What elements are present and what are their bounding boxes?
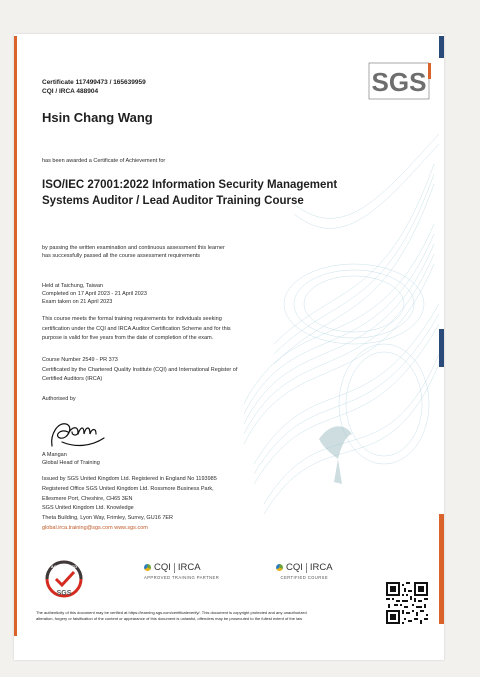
signature <box>48 412 108 450</box>
meets-line-3: purpose is valid for five years from the date of completion of the exam. <box>42 335 214 341</box>
signer-title: Global Head of Training <box>42 460 100 466</box>
signer-name: A Mangan <box>42 452 67 458</box>
passing-line-2: has successfully passed all the course assessment requirements <box>42 253 201 259</box>
issuer-info <box>42 475 217 534</box>
accredited-seal <box>38 559 90 603</box>
meets-line-2: certification under the CQI and IRCA Auditor Certification Scheme and for this <box>42 325 231 332</box>
signer <box>42 451 100 467</box>
meets-line-1: This course meets the formal training requirements for individuals seeking <box>42 316 222 322</box>
course-number: Course Number 2549 - PR 373 <box>42 357 118 363</box>
passing-line-1: by passing the written examination and continuous assessment this learner <box>42 245 225 251</box>
cqi-text: CQI <box>154 562 171 573</box>
completed-dates: Completed on 17 April 2023 - 21 April 2023 <box>42 291 147 297</box>
held-at: Held at Taichung, Taiwan <box>42 283 103 289</box>
issued-line-5: Theta Building, Lyon Way, Frimley, Surrey, GU16 7ER <box>42 515 174 522</box>
right-accent-bar-top <box>439 36 444 58</box>
issued-line-3: Ellesmere Port, Cheshire, CH65 3EN <box>42 495 133 502</box>
certified-by-line-2: Certified Auditors (IRCA) <box>42 376 103 382</box>
cqi-caption: CERTIFIED COURSE <box>280 575 329 580</box>
course-title: ISO/IEC 27001:2022 Information Security Management Systems Auditor / Lead Auditor Training Course <box>42 179 338 207</box>
cqi-irca-number: CQI / IRCA 488904 <box>42 88 99 95</box>
contact-info[interactable]: global.irca.training@sgs.com www.sgs.com <box>42 524 148 531</box>
certified-by-line-1: Certificated by the Chartered Quality Institute (CQI) and International Register of <box>42 366 238 373</box>
cqi-icon <box>144 564 151 571</box>
cqi-separator <box>306 563 307 573</box>
footer-line-2: alteration, forgery or falsification of the content or appearance of this document is unlawful, offenders may be prosecuted to the fullest extent of the law <box>36 616 303 621</box>
certificate-numbers <box>42 78 146 96</box>
cqi-badge-training-partner <box>144 562 219 592</box>
cqi-separator <box>174 563 175 573</box>
accreditation-text <box>42 356 237 385</box>
sgs-logo <box>366 60 432 102</box>
authorised-by: Authorised by <box>42 396 76 402</box>
cqi-text: CQI <box>286 562 303 573</box>
guilloche-pattern <box>234 104 444 564</box>
cqi-caption: APPROVED TRAINING PARTNER <box>144 575 220 580</box>
cqi-icon <box>276 564 283 571</box>
issued-line-2: Registered Office SGS United Kingdom Ltd. Rossmore Business Park, <box>42 485 214 492</box>
awarded-text: has been awarded a Certificate of Achievement for <box>42 158 166 164</box>
accredited-logo: SGS <box>56 590 72 597</box>
sgs-logo-text: SGS <box>371 67 427 97</box>
left-accent-bar <box>14 36 17 636</box>
authenticity-footer <box>36 610 376 622</box>
issued-line-1: Issued by SGS United Kingdom Ltd. Registered in England No 1193985 <box>42 476 217 482</box>
certificate-number: Certificate 117499473 / 165639959 <box>42 79 146 86</box>
certificate-sheet <box>14 34 444 660</box>
requirements-text <box>42 315 231 344</box>
passing-text <box>42 244 225 260</box>
recipient-name: Hsin Chang Wang <box>42 110 153 125</box>
issued-line-4: SGS United Kingdom Ltd. Knowledge <box>42 505 134 512</box>
irca-text: IRCA <box>177 562 201 573</box>
qr-code[interactable] <box>386 582 428 624</box>
exam-date: Exam taken on 21 April 2023 <box>42 299 113 305</box>
footer-line-1: The authenticity of this document may be verified at https://learning.sgs.com/certificateverify/. This document is copyright protected and any unauthorized <box>36 610 307 615</box>
accredited-label: ACCREDITED <box>50 564 78 569</box>
course-details <box>42 282 147 306</box>
irca-text: IRCA <box>309 562 333 573</box>
cqi-badge-certified-course <box>276 562 333 592</box>
